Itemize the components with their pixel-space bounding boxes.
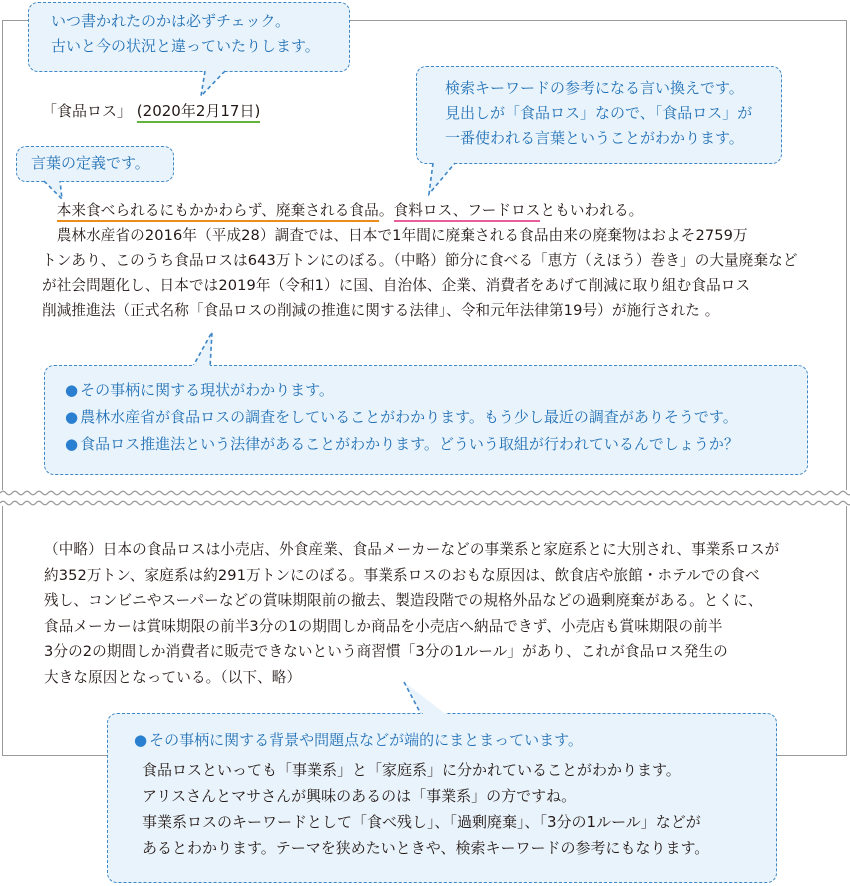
article-paragraph-1 — [42, 198, 798, 323]
definition-phrase: 本来食べられるにもかかわらず、廃棄される食品 — [57, 202, 379, 222]
keyword-note-callout — [416, 66, 782, 164]
keyword-note-line: 検索キーワードの参考になる言い換えです。 — [445, 79, 744, 97]
alternate-terms: 食料ロス、フードロス — [394, 202, 541, 222]
background-note-line: 事業系ロスのキーワードとして「食べ残し」、「過剰廃棄」、「3分の1ルール」などが — [142, 813, 701, 831]
current-state-item: ● 食品ロス推進法という法律があることがわかります。どういう取組が行われているんでしょうか？ — [65, 435, 739, 453]
keyword-note-line: 見出しが「食品ロス」なので、「食品ロス」が — [445, 104, 753, 122]
bullet-icon: ● — [65, 435, 79, 453]
current-state-callout — [44, 365, 808, 475]
keyword-note-line: 一番使われる言葉ということがわかります。 — [445, 129, 744, 147]
background-note-callout — [107, 713, 777, 883]
background-note-tail-mask — [420, 710, 460, 718]
paragraph-line: 3分の2の期間しか消費者に販売できないという商習慣「3分の1ルール」があり、これが食品ロス発生の — [44, 643, 728, 660]
bullet-icon: ● — [134, 731, 148, 749]
current-state-tail-mask — [188, 362, 228, 370]
date-note-line: いつ書かれたのかは必ずチェック。 — [51, 12, 290, 30]
definition-tail: ともいわれる。 — [540, 202, 644, 219]
bullet-icon: ● — [65, 381, 79, 399]
keyword-note-tail — [425, 162, 465, 198]
paragraph-line: が社会問題化し、日本では2019年（令和1）に国、自治体、企業、消費者をあげて削減に取り組む食品ロス — [42, 277, 751, 294]
background-note-line: あるとわかります。テーマを狭めたいときや、検索キーワードの参考にもなります。 — [142, 839, 710, 857]
paragraph-line: 大きな原因となっている。（以下、略） — [44, 668, 302, 686]
definition-note-text: 言葉の定義です。 — [31, 154, 150, 172]
background-note-line: アリスさんとマサさんが興味のあるのは「事業系」の方ですね。 — [142, 787, 577, 805]
article-paragraph-2 — [44, 537, 779, 690]
paragraph-line: トンあり、このうち食品ロスは643万トンにのぼる。（中略）節分に食べる「恵方（えほう）巻き」の大量廃棄など — [42, 252, 798, 269]
paragraph-line: 食品メーカーは賞味期限の前半3分の1の期間しか商品を小売店へ納品できず、小売店も賞味期限の前半 — [44, 617, 723, 635]
current-state-item: ● 農林水産省が食品ロスの調査をしていることがわかります。もう少し最近の調査がありそうです。 — [65, 408, 738, 426]
headline-title: 「食品ロス」 — [42, 102, 133, 120]
section-break-wave — [0, 484, 850, 514]
definition-line — [42, 198, 798, 223]
paragraph-line: （中略）日本の食品ロスは小売店、外食産業、食品メーカーなどの事業系と家庭系とに大別され、事業系ロスが — [44, 541, 780, 558]
definition-separator: 。 — [378, 202, 394, 219]
date-note-line: 古いと今の状況と違っていたりします。 — [51, 37, 320, 55]
paragraph-line: 残し、コンビニやスーパーなどの賞味期限前の撤去、製造段階での規格外品などの過剰廃棄がある。とくに、 — [44, 592, 763, 609]
paragraph-line: 約352万トン、家庭系は約291万トンにのぼる。事業系ロスのおもな原因は、飲食店や旅館・ホテルでの食べ — [44, 566, 760, 584]
paragraph-line: 農林水産省の2016年（平成28）調査では、日本で1年間に廃棄される食品由来の廃棄物はおよそ2759万 — [42, 227, 748, 244]
date-note-tail — [195, 70, 235, 100]
definition-note-callout — [16, 146, 174, 182]
article-headline — [42, 100, 260, 121]
date-note-callout — [28, 2, 350, 72]
background-note-line: 食品ロスといっても「事業系」と「家庭系」に分かれていることがわかります。 — [142, 761, 681, 779]
bullet-icon: ● — [65, 408, 79, 426]
headline-date: (2020年2月17日) — [137, 102, 261, 123]
background-note-heading: ● その事柄に関する背景や問題点などが端的にまとまっています。 — [134, 731, 583, 749]
current-state-item: ● その事柄に関する現状がわかります。 — [65, 381, 334, 399]
paragraph-line: 削減推進法（正式名称「食品ロスの削減の推進に関する法律」、令和元年法律第19号）が施行された 。 — [42, 302, 720, 319]
